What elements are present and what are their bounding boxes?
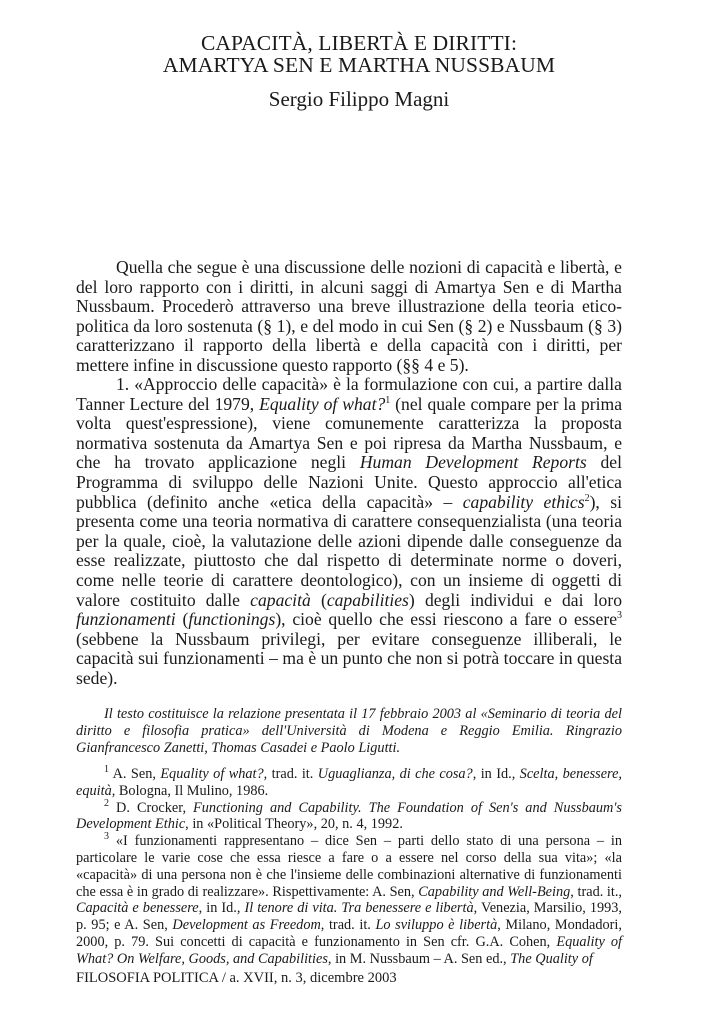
italic-run: Capability and Well-Being xyxy=(418,883,571,900)
text-run: ( xyxy=(310,589,327,610)
acknowledgment-note: Il testo costituisce la relazione presentata il 17 febbraio 2003 al «Seminario di teoria del diritto e filosofia pratica» dell'Università di Modena e Reggio Emilia. Ringrazio Gianfrancesco Zanetti, Thomas Casadei e Paolo Ligutti. xyxy=(76,706,622,756)
footnote-ref-1: 1 xyxy=(385,394,391,406)
text-run: , Milano, Mondadori, 2000, p. 79. Sui concetti di capacità e funzionamento in Sen cfr. G.A. Cohen, xyxy=(76,917,622,950)
italic-run: Development as Freedom xyxy=(172,917,321,934)
text-run: , trad. it. xyxy=(263,766,318,782)
italic-run: Human Development Reports xyxy=(359,452,587,473)
text-run: , Bologna, Il Mulino, 1986. xyxy=(111,782,269,799)
text-run: , trad. it. xyxy=(320,917,376,934)
italic-run: Equality of what? xyxy=(160,766,264,782)
footnote-number: 3 xyxy=(104,831,109,843)
italic-run: Equality of What? On Welfare, Goods, and Capabilities xyxy=(76,933,622,967)
italic-run: funzionamenti xyxy=(76,609,176,630)
footnote-1 xyxy=(76,766,622,800)
text-run: ( xyxy=(175,609,189,630)
section-1-paragraph xyxy=(76,375,622,689)
italic-run: The Quality of xyxy=(510,950,593,967)
italic-run: Capacità e benessere xyxy=(76,900,199,917)
intro-text: Quella che segue è una discussione delle nozioni di capacità e libertà, e del loro rapporto con i diritti, in alcuni saggi di Amartya Sen e di Martha Nussbaum. Procederò attraverso una breve illustrazione della teoria etico-politica da loro sostenuta (§ 1), e del modo in cui Sen (§ 2) e Nussbaum (§ 3) caratterizzano il rapporto della libertà e della capacità con i diritti, per mettere infine in discussione questo rapporto (§§ 4 e 5). xyxy=(76,257,622,375)
italic-run: Uguaglianza, di che cosa? xyxy=(317,766,473,782)
text-run: del Programma di sviluppo delle Nazioni Unite. Questo approccio all'etica pubblica (definito anche «etica della capacità» – xyxy=(76,452,622,512)
title-line-2: AMARTYA SEN E MARTHA NUSSBAUM xyxy=(162,53,556,77)
text-run: , in Id., xyxy=(472,766,520,782)
footnote-ref-3: 3 xyxy=(617,610,622,622)
italic-run: Equality of what? xyxy=(259,393,386,414)
text-run: D. Crocker, xyxy=(109,799,194,816)
footnotes xyxy=(76,766,622,968)
intro-paragraph xyxy=(76,258,622,376)
article-title xyxy=(0,32,718,76)
italic-run: functionings xyxy=(188,609,276,630)
italic-run: capability ethics xyxy=(462,491,585,512)
footnote-3 xyxy=(76,833,622,967)
text-run: , in Id., xyxy=(198,900,245,917)
text-run: ) degli individui e dai loro xyxy=(408,589,622,610)
journal-footer: FILOSOFIA POLITICA / a. XVII, n. 3, dicembre 2003 xyxy=(76,970,397,986)
italic-run: capabilities xyxy=(326,589,409,610)
footnote-2 xyxy=(76,797,622,834)
text-run: , in «Political Theory», 20, n. 4, 1992. xyxy=(185,816,403,833)
text-run: ), cioè quello che essi riescono a fare o essere xyxy=(275,609,617,630)
text-run: (nel quale compare per la prima volta quest'espressione), viene comunemente caratterizza la proposta normativa sostenuta da Amartya Sen e poi ripresa da Martha Nussbaum, e che ha trovato applicazione negli xyxy=(76,393,623,473)
text-run: , trad. it., xyxy=(570,883,622,900)
text-run: , Venezia, Marsilio, 1993, p. 95; e A. Sen, xyxy=(76,900,622,934)
author-name: Sergio Filippo Magni xyxy=(268,87,450,111)
section-1-text xyxy=(76,375,622,689)
text-run: ), si presenta come una teoria normativa di carattere consequenzialista (una teoria per la quale, cioè, la valutazione delle azioni dipende dalle conseguenze da esse realizzate, piuttosto che dal rispetto di determinate norme o doveri, come nelle teorie di carattere deontologico), con un insieme di oggetti di valore costituito dalle xyxy=(76,491,622,610)
italic-run: Scelta, benessere, equità xyxy=(76,766,622,799)
italic-run: Functioning and Capability. The Foundation of Sen's and Nussbaum's Development Ethic xyxy=(76,799,622,833)
title-line-1: CAPACITÀ, LIBERTÀ E DIRITTI: xyxy=(200,31,518,55)
footnote-number: 2 xyxy=(104,797,109,809)
title-block xyxy=(0,32,718,112)
footnote-ref-2: 2 xyxy=(584,492,590,504)
italic-run: Lo sviluppo è libertà xyxy=(375,917,498,934)
italic-run: capacità xyxy=(250,589,311,610)
text-run: , in M. Nussbaum – A. Sen ed., xyxy=(327,950,511,967)
footnote-number: 1 xyxy=(104,764,109,776)
italic-run: Il tenore di vita. Tra benessere e libertà xyxy=(244,900,474,917)
text-run: «I funzionamenti rappresentano – dice Sen – parti dello stato di una persona – in particolare le varie cose che essa riesce a fare o a essere nel corso della sua vita»; «la «capacità» di una persona non è che l'insieme delle combinazioni alternative di funzionamenti che essa è in grado di realizzare». Rispettivamente: A. Sen, xyxy=(76,833,622,900)
text-run: A. Sen, xyxy=(109,766,161,782)
text-run: 1. «Approccio delle capacità» è la formulazione con cui, a partire dalla Tanner Lecture del 1979, xyxy=(76,374,622,414)
text-run: (sebbene la Nussbaum privilegi, per evitare conseguenze illiberali, le capacità sui funzionamenti – ma è un punto che non si potrà toccare in questa sede). xyxy=(76,628,622,688)
